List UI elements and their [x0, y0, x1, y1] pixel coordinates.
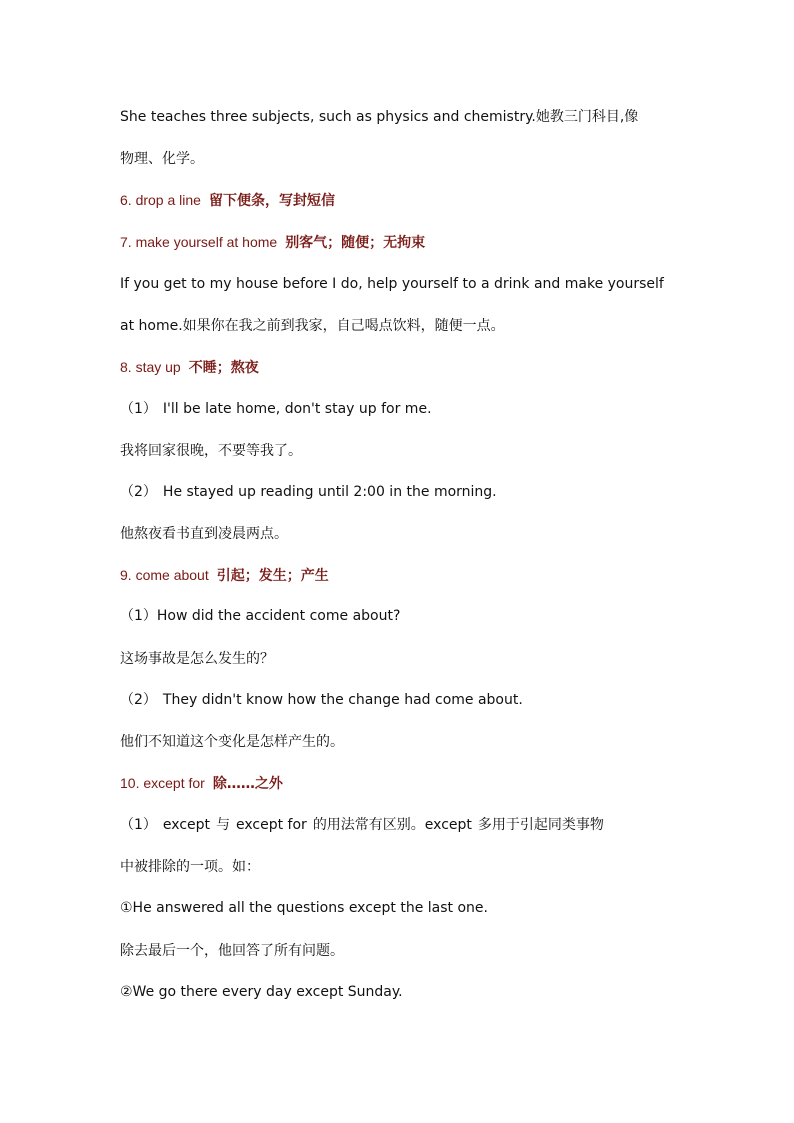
phrase-heading-6 [120, 189, 674, 212]
usage-word: except [162, 817, 211, 833]
example-text: He stayed up reading until 2:00 in the morning. [162, 484, 497, 500]
phrase-heading-8 [120, 356, 674, 379]
usage-text: 多用于引起同类事物 [477, 817, 604, 833]
example-number: （1） [120, 401, 157, 417]
translation-line: 他熬夜看书直到凌晨两点。 [120, 526, 288, 542]
translation-line: 除去最后一个，他回答了所有问题。 [120, 943, 344, 959]
translation-line: 我将回家很晚，不要等我了。 [120, 443, 302, 459]
usage-word: except for [236, 817, 307, 833]
phrase-meaning: 留下便条，写封短信 [208, 193, 335, 209]
paragraph-line: If you get to my house before I do, help yourself to a drink and make yourself [120, 276, 664, 292]
example-text: They didn't know how the change had come about. [162, 692, 523, 708]
paragraph-line: She teaches three subjects, such as physics and chemistry.她教三门科目,像 [120, 109, 639, 125]
translation-line: 这场事故是怎么发生的？ [120, 651, 274, 667]
example-line: ②We go there every day except Sunday. [120, 984, 403, 1000]
phrase-meaning: 引起；发生；产生 [216, 568, 329, 584]
example-line [120, 398, 674, 420]
example-line [120, 689, 674, 711]
usage-text: 的用法常有区别。except [312, 817, 472, 833]
usage-line: 中被排除的一项。如： [120, 859, 260, 875]
phrase-term: 6. drop a line [120, 192, 201, 208]
translation-line: 他们不知道这个变化是怎样产生的。 [120, 734, 344, 750]
example-number: （2） [120, 484, 157, 500]
example-line: ①He answered all the questions except the last one. [120, 900, 488, 916]
usage-line [120, 814, 674, 836]
example-number: （1） [120, 817, 157, 833]
example-text: I'll be late home, don't stay up for me. [162, 401, 432, 417]
phrase-term: 7. make yourself at home [120, 234, 278, 250]
example-line: （1）How did the accident come about? [120, 608, 401, 624]
phrase-meaning: 别客气；随便；无拘束 [285, 235, 426, 251]
phrase-meaning: 除……之外 [212, 776, 283, 792]
phrase-term: 9. come about [120, 567, 209, 583]
example-line [120, 481, 674, 503]
phrase-term: 8. stay up [120, 359, 181, 375]
usage-text: 与 [216, 817, 231, 833]
phrase-heading-10 [120, 772, 674, 795]
phrase-term: 10. except for [120, 775, 205, 791]
paragraph-line: at home.如果你在我之前到我家，自己喝点饮料，随便一点。 [120, 318, 505, 334]
phrase-meaning: 不睡；熬夜 [188, 360, 259, 376]
paragraph-line: 物理、化学。 [120, 151, 204, 167]
phrase-heading-7 [120, 231, 674, 254]
example-number: （2） [120, 692, 157, 708]
phrase-heading-9 [120, 564, 674, 587]
